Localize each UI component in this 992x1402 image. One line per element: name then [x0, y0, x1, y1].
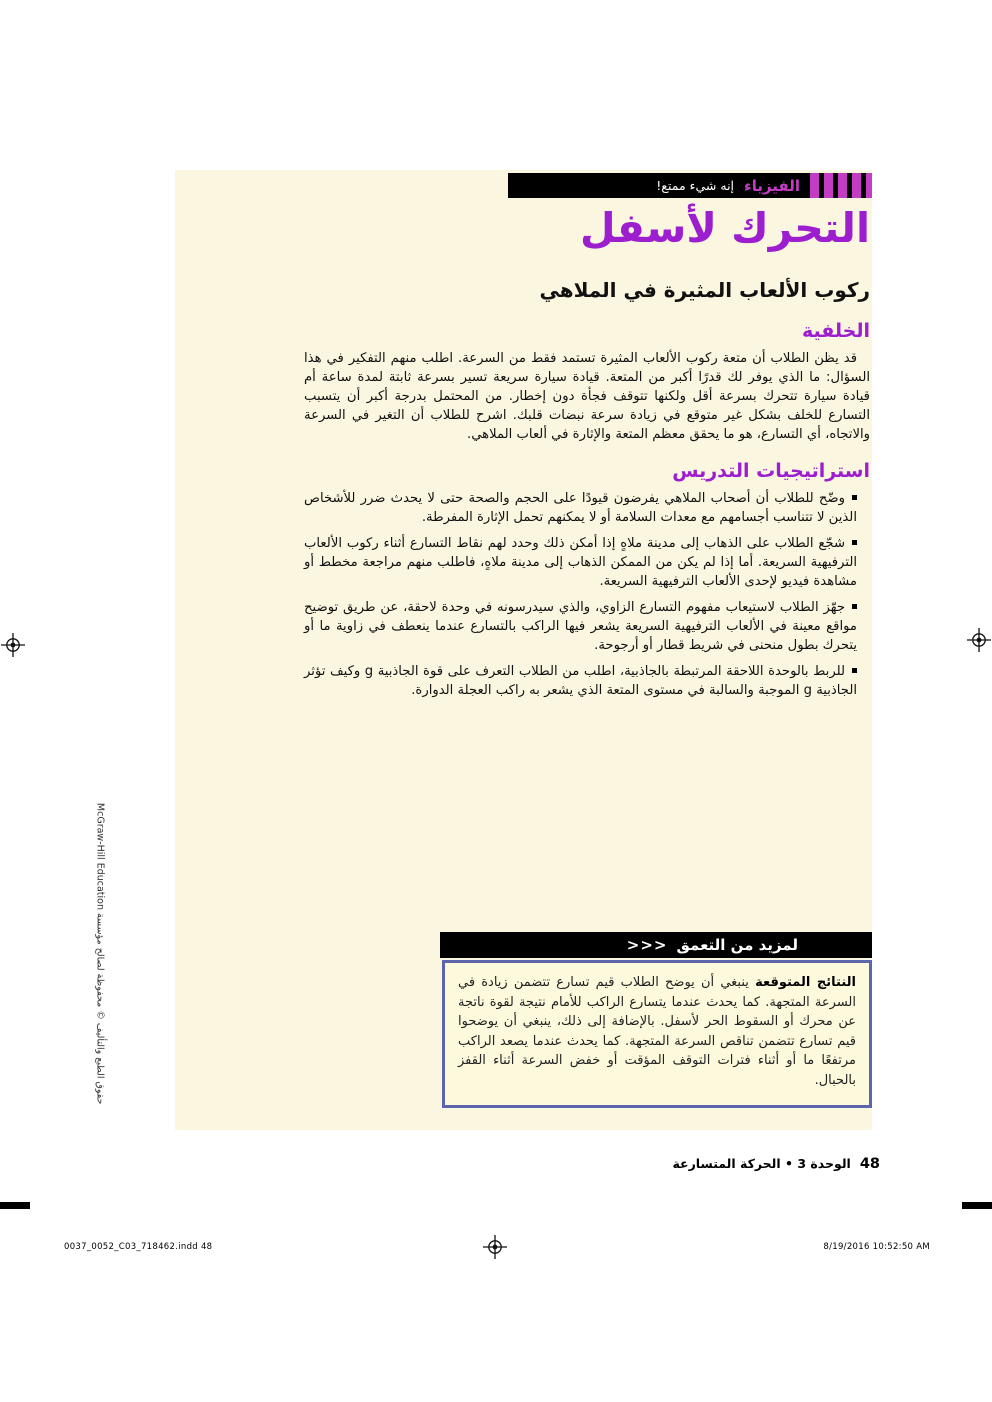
unit-title: الوحدة 3 • الحركة المتسارعة: [672, 1156, 851, 1171]
trim-mark: [0, 1202, 30, 1209]
stripes-decoration-icon: [810, 173, 872, 198]
expected-results-lead: النتائج المتوقعة: [755, 975, 856, 990]
square-bullet-icon: [852, 495, 857, 500]
copyright-sidebar: حقوق الطبع والتأليف © محفوظة لصالح مؤسسة McGraw-Hill Education: [94, 802, 106, 1105]
chevrons-icon: >>>: [626, 936, 668, 954]
textbook-page: [175, 170, 872, 1130]
subject-label: الفيزياء: [744, 176, 800, 195]
list-item: [304, 534, 870, 591]
registration-mark-icon: [483, 1235, 507, 1259]
expected-results-box: [442, 960, 872, 1108]
page-title: التحرك لأسفل: [579, 204, 870, 252]
bullet-text: للربط بالوحدة اللاحقة المرتبطة بالجاذبية، اطلب من الطلاب التعرف على قوة الجاذبية g وكيف تؤثر الجاذبية g الموجبة والسالبة في مستوى المتعة الذي يشعر به راكب العجلة الدوارة.: [304, 664, 857, 698]
list-item: [304, 598, 870, 655]
expected-results-body: ينبغي أن يوضح الطلاب قيم تسارع تتضمن زيادة في السرعة المتجهة. كما يحدث عندما يتسارع الراكب للأمام نتيجة لقوة ناتجة عن محرك أو السقوط الحر لأسفل. بالإضافة إلى ذلك، ينبغي أن يوضحوا قيم تسارع تتضمن تناقص السرعة المتجهة. كما يحدث عندما يصعد الراكب مرتفعًا ما أو أثناء فترات التوقف المؤقت أو خفض السرعة أثناء القفز بالحبال.: [458, 975, 856, 1088]
trim-mark: [962, 1202, 992, 1209]
registration-mark-icon: [967, 628, 991, 652]
print-timestamp: 8/19/2016 10:52:50 AM: [823, 1242, 930, 1252]
go-deeper-label: لمزيد من التعمق: [676, 936, 798, 954]
list-item: [304, 662, 870, 700]
page-number: 48: [859, 1156, 880, 1172]
bullet-text: شجّع الطلاب على الذهاب إلى مدينة ملاهٍ إذا أمكن ذلك وحدد لهم نقاط التسارع أثناء ركوب الألعاب الترفيهية السريعة. أما إذا لم يكن من الممكن الذهاب إلى مدينة ملاهٍ، فاطلب منهم مراجعة مخطط أو مشاهدة فيديو لإحدى الألعاب الترفيهية السريعة.: [304, 536, 857, 589]
bullet-text: جهّز الطلاب لاستيعاب مفهوم التسارع الزاوي، والذي سيدرسونه في وحدة لاحقة، عن طريق توضيح مواقع معينة في الألعاب الترفيهية السريعة يشعر فيها الراكب بالتسارع عندما ينعطف في زاوية ما أو يتحرك بطول منحنى في شريط قطار أو أرجوحة.: [304, 600, 857, 653]
print-file-info: 0037_0052_C03_718462.indd 48: [64, 1242, 213, 1252]
background-paragraph: قد يظن الطلاب أن متعة ركوب الألعاب المثيرة تستمد فقط من السرعة. اطلب منهم التفكير في هذا السؤال: ما الذي يوفر لك قدرًا أكبر من المتعة. قيادة سيارة سريعة تسير بسرعة ثابتة لمدة ساعة أم قيادة سيارة تتحرك بسرعة أقل ولكنها تتوقف فجأة دون إخطار. من المحتمل بدرجة أكبر أن يتسبب التسارع للخلف بشكل غير متوقع في زيادة سرعة نبضات قلبك. اشرح للطلاب أن التغير في السرعة والاتجاه، أي التسارع، هو ما يحقق معظم المتعة والإثارة في ألعاب الملاهي.: [304, 351, 870, 442]
square-bullet-icon: [852, 604, 857, 609]
bullet-text: وضّح للطلاب أن أصحاب الملاهي يفرضون قيودًا على الحجم والصحة حتى لا يحدث ضرر للأشخاص الذين لا تتناسب أجسامهم مع معدات السلامة أو لا يمكنهم تحمل الإثارة المفرطة.: [304, 491, 857, 525]
square-bullet-icon: [852, 668, 857, 673]
header-tagline: إنه شيء ممتع!: [656, 178, 735, 193]
main-content-column: [304, 320, 870, 707]
background-heading: الخلفية: [801, 320, 870, 342]
go-deeper-bar: [440, 932, 872, 958]
strategies-heading: استراتيجيات التدريس: [672, 460, 870, 482]
chapter-header-bar: [508, 173, 872, 198]
list-item: [304, 489, 870, 527]
registration-mark-icon: [1, 633, 25, 657]
page-subtitle: ركوب الألعاب المثيرة في الملاهي: [539, 278, 870, 302]
strategies-bullet-list: [304, 489, 870, 700]
page-footer: [672, 1156, 880, 1172]
square-bullet-icon: [852, 540, 857, 545]
